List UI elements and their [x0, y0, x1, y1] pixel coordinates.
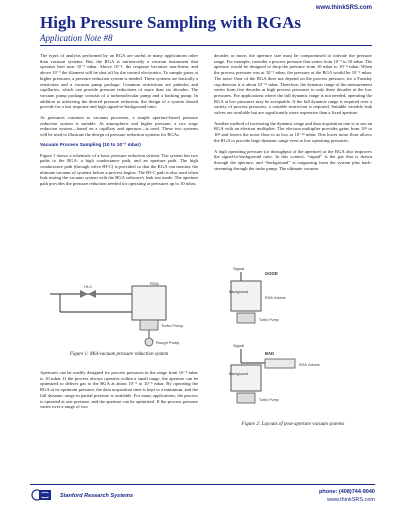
- fig1-label-rough: Rough Pump: [156, 340, 180, 345]
- fig2-bottom-bad: BAD: [265, 351, 275, 356]
- fig1-label-hic: HI-C: [84, 284, 93, 289]
- figure-2-layouts: [225, 265, 360, 420]
- figure-1-schematic: [40, 280, 198, 348]
- fig2-bottom-background: Background: [229, 372, 249, 376]
- header-divider: [40, 45, 372, 46]
- footer-phone: phone: (408)744-9040: [319, 489, 375, 495]
- fig2-bottom-rga-volume: RGA Volume: [299, 363, 320, 367]
- fig1-label-rga: RGA: [150, 281, 159, 286]
- section-heading: Vacuum Process Sampling (10 to 10⁻² mbar): [40, 142, 141, 148]
- left-paragraph-1: The types of analysis performed by an RGA are useful in many applications other than vacuum systems. But, the RGA is intrinsically a vacuum instrument that operates best near 10⁻⁶ mbar. Above 10⁻⁴, the response becomes non-linear, and above 10⁻³ the filament will be shut off by the control electronics. To sample gases at higher pressures, a pressure reduction system is needed. These systems are basically a restriction and a vacuum pump package. Common restrictions are pinholes and capillaries, which can provide pressure reductions of more than six decades. The vacuum pump package consists of a turbomolecular pump and a backing pump. In addition to achieving the desired pressure reduction, the design of a system should provide for a fast response and high signal-to-background ratio.: [40, 53, 198, 110]
- right-column: [214, 53, 372, 176]
- srs-logo-icon: [30, 488, 52, 502]
- page-title: High Pressure Sampling with RGAs: [40, 13, 302, 32]
- page-subtitle: Application Note #8: [40, 33, 113, 43]
- fig2-top-chamber: [231, 281, 261, 311]
- right-paragraph-1: decades or more, the aperture size must be compromised to tolerate the pressure range. For example, consider a process pressure that varies from 10⁻¹ to 10 mbar. The aperture would be designed to drop the pressure from 10 mbar to 10⁻⁴ mbar. When the process pressure was at 10⁻¹ mbar, the pressure at the RGA would be 10⁻⁶ mbar. The noise floor of the RGA does not depend on the process pressure; for a Faraday cup detector it is about 10⁻¹¹ mbar. Therefore, the dynamic range of the measurement varies from five decades at high process pressures to only three decades at the low pressures. For applications where the full dynamic range is not needed, operating the RGA at low pressures may be acceptable. If the full dynamic range is required over a variety of process pressures, a variable restriction is required. Suitable variable leak valves are available but are significantly more expensive than a fixed aperture.: [214, 53, 372, 116]
- left-column-bottom: [40, 370, 198, 415]
- left-column-top: [40, 53, 198, 192]
- fig2-bottom-turbo: Turbo Pump: [259, 398, 279, 402]
- left-paragraph-2: At pressures common to vacuum processes, a simple aperture-based pressure reduction system is suitable. At atmospheric and higher pressure, a two stage reduction system—based on a capillary and aperture—is used. These two systems will be used to illustrate the design of pressure reduction systems for RGAs.: [40, 115, 198, 138]
- right-paragraph-2: Another method of increasing the dynamic range and data acquisition rate is to use an RGA with an electron multiplier. The electron multiplier provides gains from 10² to 10⁶ and lowers the noise floor to as low as 10⁻¹⁴ mbar. This lower noise floor allows the RGA to provide large dynamic range even at low operating pressures.: [214, 120, 372, 143]
- turbo-pump-icon: [237, 313, 255, 323]
- turbo-pump-icon: [237, 393, 255, 403]
- left-paragraph-4: Apertures can be readily designed for process pressures in the range from 10⁻² mbar to 10 mbar. If the process always operates within a small range, the aperture can be optimized to deliver gas to the RGA at about 10⁻⁵ to 10⁻⁶ mbar. By operating the RGA at its optimum pressure, the data acquisition time is kept to a minimum, and the full dynamic range in partial pressure is available. For many applications, the process is operated at one pressure, and the aperture can be optimized. If the process pressure varies over a range of two: [40, 370, 198, 410]
- right-paragraph-3: A high operating pressure (or throughput of the aperture) at the RGA also improves the signal-to-background ratio. In this context, “signal” is the gas that is drawn through the aperture, and “background” is outgassing from the system plus back-streaming through the turbo pump. The ultimate vacuum: [214, 148, 372, 171]
- header-site-link[interactable]: www.thinkSRS.com: [315, 5, 372, 11]
- left-paragraph-3: Figure 1 shows a schematic of a basic pressure reduction system. The system has two paths to the RGA: a high conductance path, and an aperture path. The high conductance path (through valve HI-C) is provided so that the RGA can monitor the ultimate vacuum of systems before a process begins. The HI-C path is also used when leak testing the vacuum system with the RGA software's leak test mode. The aperture path provides the pressure reduction needed for operating at pressures up to 10 mbar.: [40, 152, 198, 187]
- figure-2-caption: Figure 2: Layouts of post-aperture vacuum systems: [241, 422, 345, 427]
- fig1-label-turbo: Turbo Pump: [161, 323, 183, 328]
- footer-divider: [30, 484, 375, 485]
- figure-1-caption: Figure 1: Mid-vacuum pressure reduction system: [69, 352, 169, 357]
- fig2-top-signal: Signal: [233, 266, 245, 271]
- fig2-top-background: Background: [229, 290, 249, 294]
- fig2-top-rga-volume: RGA Volume: [265, 296, 286, 300]
- footer-company: Stanford Research Systems: [60, 493, 134, 499]
- rough-pump-icon: [145, 338, 153, 346]
- hic-valve-icon: [80, 290, 88, 298]
- fig2-bottom-signal: Signal: [233, 343, 245, 348]
- fig2-bottom-chamber: [231, 365, 261, 391]
- fig2-top-turbo: Turbo Pump: [259, 318, 279, 322]
- turbo-pump-icon: [140, 320, 158, 330]
- fig1-chamber: [132, 286, 166, 320]
- footer-site-link[interactable]: www.thinkSRS.com: [327, 497, 375, 503]
- fig2-top-good: GOOD: [265, 271, 278, 276]
